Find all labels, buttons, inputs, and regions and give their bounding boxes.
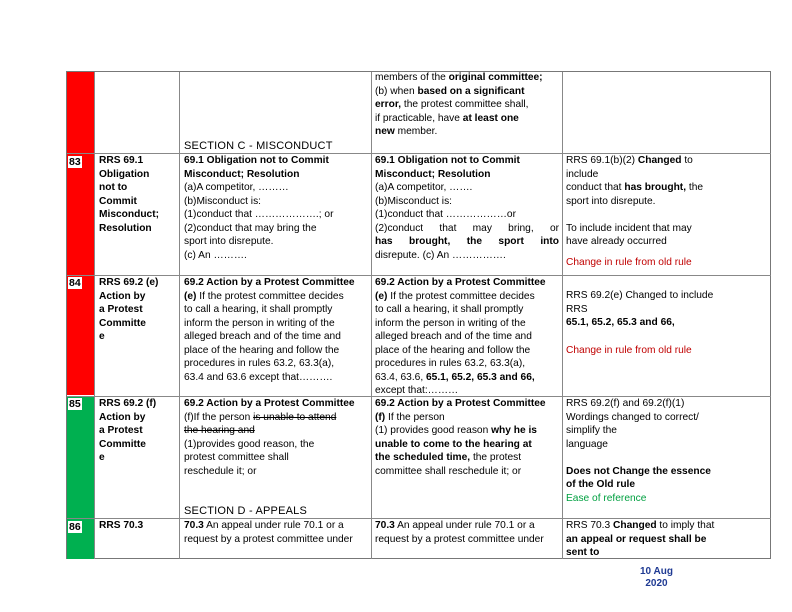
status-stripe-green (67, 396, 94, 559)
rule-reference: RRS 69.2 (f) Action by a Protest Committe e (99, 398, 157, 463)
change-comment: RRS 69.2(e) Changed to include RRS 65.1, 65.2, 65.3 and 66, Change in rule from old rule (566, 290, 714, 356)
change-comment: RRS 69.2(f) and 69.2(f)(1) Wordings changed to correct/ simplify the language Does not Change the essence of the Old rule Ease of reference (566, 398, 711, 504)
change-comment: RRS 70.3 Changed to imply that an appeal or request shall be sent to (566, 520, 715, 558)
current-rule-text: 70.3 An appeal under rule 70.1 or a request by a protest committee under (184, 520, 353, 545)
section-c-heading: SECTION C - MISCONDUCT (184, 140, 333, 152)
section-d-heading: SECTION D - APPEALS (184, 505, 308, 517)
proposed-rule-text: 69.2 Action by a Protest Committee (f) If the person (1) provides good reason why he is unable to come to the hearing at the scheduled time, the protest committee shall reschedule it; or (375, 398, 546, 477)
row-number: 85 (69, 398, 81, 410)
proposed-rule-text: 69.1 Obligation not to Commit Misconduct; Resolution (a)A competitor, ……. (b)Misconduct is: (1)conduct that ………………or (2)conduct that may bring, or has brought, the sport into disrepute. (c) An ……………. (375, 155, 559, 261)
status-stripe-red (67, 72, 94, 395)
footer-date: 10 Aug 2020 (640, 566, 673, 589)
row-number: 84 (69, 277, 81, 289)
proposed-rule-text: 69.2 Action by a Protest Committee (e) If the protest committee decides to call a hearing, it shall promptly inform the person in writing of the alleged breach and of the time and place of the hearing and follow the procedures in rules 63.2, 63.3(a), 63.4, 63.6, 65.1, 65.2, 65.3 and 66, except that:……… (375, 277, 546, 396)
change-comment: RRS 69.1(b)(2) Changed to include conduct that has brought, the sport into disrepute. To include incident that may have already occurred Change in rule from old rule (566, 155, 704, 268)
top-row-proposed-text: members of the original committee; (b) when based on a significant error, the protest committee shall, if practicable, have at least one new member. (375, 72, 543, 137)
rule-reference: RRS 70.3 (99, 520, 144, 531)
current-rule-text: 69.2 Action by a Protest Committee (f)If the person is unable to attend the hearing and (1)provides good reason, the protest committee shall reschedule it; or (184, 398, 355, 477)
rule-reference: RRS 69.1 Obligation not to Commit Misconduct; Resolution (99, 155, 159, 234)
row-number: 86 (69, 521, 81, 533)
row-number: 83 (69, 156, 81, 168)
proposed-rule-text: 70.3 An appeal under rule 70.1 or a request by a protest committee under (375, 520, 544, 545)
current-rule-text: 69.1 Obligation not to Commit Misconduct; Resolution (a)A competitor, ……… (b)Misconduct is: (1)conduct that ……………….; or (2)conduct that may bring the sport into disrepute. (c) An ………. (184, 155, 334, 261)
rule-reference: RRS 69.2 (e) Action by a Protest Committe e (99, 277, 159, 342)
current-rule-text: 69.2 Action by a Protest Committee (e) If the protest committee decides to call a hearing, it shall promptly inform the person in writing of the alleged breach and of the time and place of the hearing and follow the procedures in rules 63.2, 63.3(a), 63.4 and 63.6 except that………. (184, 277, 355, 383)
